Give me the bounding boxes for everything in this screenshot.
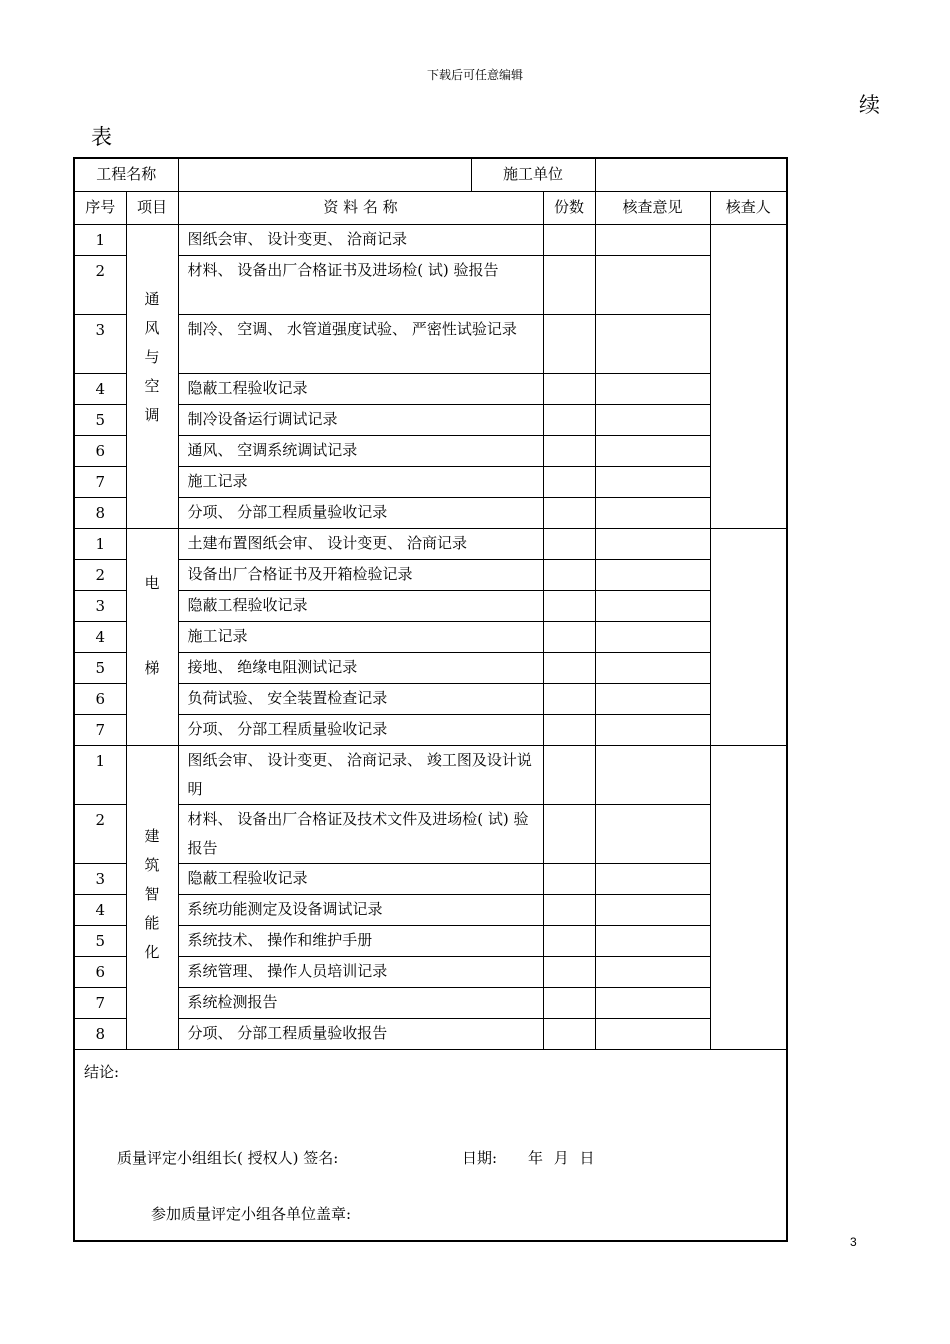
row-copies-field[interactable] xyxy=(543,894,595,925)
category-char: 建 xyxy=(144,826,160,845)
row-seq: 6 xyxy=(74,435,126,466)
table-row xyxy=(74,373,787,404)
row-copies-field[interactable] xyxy=(543,590,595,621)
col-copies-header: 份数 xyxy=(543,191,595,224)
row-copies-field[interactable] xyxy=(543,435,595,466)
table-row xyxy=(74,863,787,894)
project-name-field[interactable] xyxy=(178,158,471,191)
row-seq: 4 xyxy=(74,621,126,652)
row-seq: 2 xyxy=(74,804,126,863)
col-item-header: 项目 xyxy=(126,191,178,224)
table-row xyxy=(74,925,787,956)
continued-label-xu: 续 xyxy=(859,93,880,117)
row-copies-field[interactable] xyxy=(543,1018,595,1049)
table-row xyxy=(74,435,787,466)
table-row xyxy=(74,224,787,255)
table-row xyxy=(74,621,787,652)
row-opinion-field[interactable] xyxy=(595,1018,710,1049)
category-char: 电 xyxy=(144,573,160,592)
table-row xyxy=(74,466,787,497)
col-docname-header: 资 料 名 称 xyxy=(178,191,543,224)
row-doc-name: 材料、 设备出厂合格证书及进场检( 试) 验报告 xyxy=(178,255,543,314)
row-copies-field[interactable] xyxy=(543,497,595,528)
row-opinion-field[interactable] xyxy=(595,621,710,652)
table-row xyxy=(74,956,787,987)
row-doc-name: 制冷设备运行调试记录 xyxy=(178,404,543,435)
inspection-table xyxy=(73,157,788,1242)
row-doc-name: 通风、 空调系统调试记录 xyxy=(178,435,543,466)
category-char: 化 xyxy=(144,942,160,961)
row-opinion-field[interactable] xyxy=(595,559,710,590)
row-doc-name: 设备出厂合格证书及开箱检验记录 xyxy=(178,559,543,590)
row-doc-name: 分项、 分部工程质量验收报告 xyxy=(178,1018,543,1049)
table-row xyxy=(74,314,787,373)
row-doc-name: 施工记录 xyxy=(178,621,543,652)
col-reviewer-header: 核查人 xyxy=(710,191,787,224)
row-seq: 3 xyxy=(74,590,126,621)
stamp-label: 参加质量评定小组各单位盖章: xyxy=(151,1204,352,1223)
row-copies-field[interactable] xyxy=(543,559,595,590)
col-seq-header: 序号 xyxy=(74,191,126,224)
row-doc-name: 接地、 绝缘电阻测试记录 xyxy=(178,652,543,683)
row-doc-name: 系统技术、 操作和维护手册 xyxy=(178,925,543,956)
table-row xyxy=(74,804,787,863)
row-seq: 3 xyxy=(74,863,126,894)
row-opinion-field[interactable] xyxy=(595,404,710,435)
row-copies-field[interactable] xyxy=(543,925,595,956)
category-char: 梯 xyxy=(144,658,160,677)
row-seq: 5 xyxy=(74,652,126,683)
row-seq: 1 xyxy=(74,745,126,804)
row-opinion-field[interactable] xyxy=(595,314,710,373)
row-opinion-field[interactable] xyxy=(595,590,710,621)
row-opinion-field[interactable] xyxy=(595,894,710,925)
row-seq: 7 xyxy=(74,466,126,497)
row-opinion-field[interactable] xyxy=(595,956,710,987)
row-seq: 3 xyxy=(74,314,126,373)
row-copies-field[interactable] xyxy=(543,987,595,1018)
reviewer-field[interactable] xyxy=(710,745,787,1049)
row-doc-name: 负荷试验、 安全装置检查记录 xyxy=(178,683,543,714)
row-doc-name: 图纸会审、 设计变更、 洽商记录、 竣工图及设计说明 xyxy=(178,745,543,804)
row-seq: 6 xyxy=(74,683,126,714)
row-copies-field[interactable] xyxy=(543,466,595,497)
row-copies-field[interactable] xyxy=(543,804,595,863)
row-doc-name: 图纸会审、 设计变更、 洽商记录 xyxy=(178,224,543,255)
category-char: 筑 xyxy=(144,855,160,874)
row-seq: 7 xyxy=(74,987,126,1018)
category-char: 空 xyxy=(144,376,160,395)
row-doc-name: 分项、 分部工程质量验收记录 xyxy=(178,497,543,528)
row-opinion-field[interactable] xyxy=(595,804,710,863)
row-seq: 6 xyxy=(74,956,126,987)
date-label: 日期: xyxy=(462,1148,498,1167)
row-doc-name: 隐蔽工程验收记录 xyxy=(178,373,543,404)
category-cell xyxy=(126,224,178,528)
row-opinion-field[interactable] xyxy=(595,683,710,714)
row-seq: 1 xyxy=(74,224,126,255)
row-opinion-field[interactable] xyxy=(595,373,710,404)
col-opinion-header: 核查意见 xyxy=(595,191,710,224)
row-doc-name: 分项、 分部工程质量验收记录 xyxy=(178,714,543,745)
table-row xyxy=(74,404,787,435)
table-row xyxy=(74,497,787,528)
table-row xyxy=(74,559,787,590)
row-doc-name: 土建布置图纸会审、 设计变更、 洽商记录 xyxy=(178,528,543,559)
table-row xyxy=(74,683,787,714)
row-seq: 5 xyxy=(74,404,126,435)
row-doc-name: 施工记录 xyxy=(178,466,543,497)
row-copies-field[interactable] xyxy=(543,714,595,745)
page-number: 3 xyxy=(850,1235,857,1249)
column-header-row xyxy=(74,191,787,224)
row-copies-field[interactable] xyxy=(543,621,595,652)
row-opinion-field[interactable] xyxy=(595,652,710,683)
table-row xyxy=(74,745,787,804)
conclusion-label: 结论: xyxy=(84,1062,120,1081)
row-seq: 4 xyxy=(74,373,126,404)
row-copies-field[interactable] xyxy=(543,373,595,404)
row-seq: 1 xyxy=(74,528,126,559)
reviewer-field[interactable] xyxy=(710,528,787,745)
category-cell xyxy=(126,528,178,745)
row-opinion-field[interactable] xyxy=(595,466,710,497)
table-row xyxy=(74,987,787,1018)
continued-label-biao: 表 xyxy=(91,125,112,149)
category-char: 智 xyxy=(144,884,160,903)
row-opinion-field[interactable] xyxy=(595,714,710,745)
table-row xyxy=(74,894,787,925)
row-copies-field[interactable] xyxy=(543,528,595,559)
row-copies-field[interactable] xyxy=(543,314,595,373)
row-copies-field[interactable] xyxy=(543,956,595,987)
row-doc-name: 制冷、 空调、 水管道强度试验、 严密性试验记录 xyxy=(178,314,543,373)
signature-label: 质量评定小组组长( 授权人) 签名: xyxy=(117,1148,339,1167)
header-note: 下载后可任意编辑 xyxy=(426,68,523,82)
row-doc-name: 隐蔽工程验收记录 xyxy=(178,863,543,894)
row-copies-field[interactable] xyxy=(543,683,595,714)
row-copies-field[interactable] xyxy=(543,652,595,683)
row-doc-name: 系统功能测定及设备调试记录 xyxy=(178,894,543,925)
contractor-field[interactable] xyxy=(595,158,787,191)
row-doc-name: 隐蔽工程验收记录 xyxy=(178,590,543,621)
row-seq: 5 xyxy=(74,925,126,956)
year-month-day: 年 月 日 xyxy=(528,1148,595,1167)
row-opinion-field[interactable] xyxy=(595,863,710,894)
contractor-label: 施工单位 xyxy=(471,158,595,191)
project-row xyxy=(74,158,787,191)
category-char: 与 xyxy=(144,347,160,366)
row-opinion-field[interactable] xyxy=(595,925,710,956)
table-row xyxy=(74,528,787,559)
row-copies-field[interactable] xyxy=(543,745,595,804)
row-doc-name: 系统管理、 操作人员培训记录 xyxy=(178,956,543,987)
row-seq: 2 xyxy=(74,255,126,314)
row-opinion-field[interactable] xyxy=(595,497,710,528)
table-row xyxy=(74,590,787,621)
row-doc-name: 材料、 设备出厂合格证及技术文件及进场检( 试) 验报告 xyxy=(178,804,543,863)
reviewer-field[interactable] xyxy=(710,224,787,528)
table-row xyxy=(74,714,787,745)
category-char: 能 xyxy=(144,913,160,932)
table-row xyxy=(74,1018,787,1049)
row-seq: 4 xyxy=(74,894,126,925)
project-name-label: 工程名称 xyxy=(74,158,178,191)
row-seq: 2 xyxy=(74,559,126,590)
row-seq: 8 xyxy=(74,497,126,528)
category-char: 风 xyxy=(144,318,160,337)
category-char: 通 xyxy=(144,289,160,308)
row-copies-field[interactable] xyxy=(543,224,595,255)
table-row xyxy=(74,255,787,314)
row-seq: 7 xyxy=(74,714,126,745)
row-opinion-field[interactable] xyxy=(595,987,710,1018)
row-opinion-field[interactable] xyxy=(595,255,710,314)
row-opinion-field[interactable] xyxy=(595,435,710,466)
row-opinion-field[interactable] xyxy=(595,528,710,559)
row-copies-field[interactable] xyxy=(543,863,595,894)
category-char: 调 xyxy=(144,405,160,424)
table-row xyxy=(74,652,787,683)
category-cell xyxy=(126,745,178,1049)
conclusion-cell xyxy=(74,1049,787,1241)
conclusion-row xyxy=(74,1049,787,1241)
row-doc-name: 系统检测报告 xyxy=(178,987,543,1018)
row-copies-field[interactable] xyxy=(543,255,595,314)
row-seq: 8 xyxy=(74,1018,126,1049)
row-opinion-field[interactable] xyxy=(595,224,710,255)
row-copies-field[interactable] xyxy=(543,404,595,435)
row-opinion-field[interactable] xyxy=(595,745,710,804)
